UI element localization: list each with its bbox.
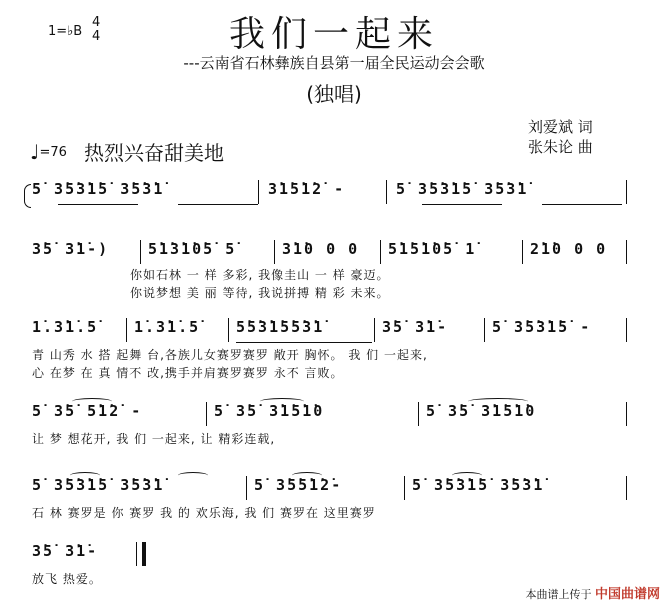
lyricist-credit: 刘爱斌 词	[528, 118, 593, 136]
barline	[380, 240, 381, 264]
measure: 5̇ 3̇5̇3̇1̇5̇ 3̇5̇3̇1̇	[396, 180, 529, 198]
beam-line	[236, 342, 372, 343]
barline	[246, 476, 247, 500]
expression-marking: 热烈兴奋甜美地	[84, 141, 224, 165]
barline	[626, 402, 627, 426]
measure: 3̇1̇0 0 0	[282, 240, 360, 258]
barline	[136, 542, 137, 566]
measure: 1̇.3̇1̇.5̇	[134, 318, 201, 336]
time-signature	[92, 16, 100, 44]
slur	[452, 472, 482, 479]
measure: 5̇1̇5̇1̇0̇5̇ 1̇	[388, 240, 477, 258]
measure: 5̇1̇3̇1̇0̇5̇ 5̇	[148, 240, 237, 258]
site-logo: 中国曲谱网	[594, 587, 660, 602]
measure: 5̇ 3̇5̇3̇1̇5̇ 3̇5̇3̇1̇	[32, 476, 165, 494]
measure: 1̇.3̇1̇.5̇	[32, 318, 99, 336]
barline	[386, 180, 387, 204]
measure: 3̇5̇ 3̇1̇-)	[32, 240, 110, 258]
barline	[206, 402, 207, 426]
watermark	[525, 583, 660, 602]
barline	[626, 240, 627, 264]
barline	[484, 318, 485, 342]
lyric-line-4: 心 在梦 在 真 情不 改,携手并肩赛罗赛罗 永不 言败。	[32, 366, 344, 380]
score-row-6	[28, 542, 640, 568]
barline	[626, 476, 627, 500]
measure: 5̇ 3̇5̇ 5̇1̇2̇ -	[32, 402, 143, 420]
measure: 3̇1̇5̇1̇2̇ -	[268, 180, 346, 198]
slur	[70, 472, 100, 479]
lyric-line-1: 你如石林 一 样 多彩, 我像圭山 一 样 豪迈。	[130, 268, 390, 282]
barline	[274, 240, 275, 264]
key-signature: 1=♭B	[48, 24, 83, 39]
measure: 5̇ 3̇5̇3̇1̇5̇ -	[492, 318, 592, 336]
lyric-line-3: 青 山秀 水 搭 起舞 台,各族儿女赛罗赛罗 敞开 胸怀。 我 们 一起来,	[32, 348, 428, 362]
tempo-marking	[30, 140, 67, 164]
barline	[404, 476, 405, 500]
measure: 3̇5̇ 3̇1̇-	[32, 542, 99, 560]
measure: 2̇1̇0 0 0	[530, 240, 608, 258]
score-row-1	[28, 180, 640, 206]
composer-credit: 张朱论 曲	[528, 138, 593, 156]
measure: 5̇ 3̇5̇ 3̇1̇5̇1̇0	[214, 402, 325, 420]
meter-bottom: 4	[92, 29, 101, 44]
lyric-line-5: 让 梦 想花开, 我 们 一起来, 让 精彩连载,	[32, 432, 276, 446]
beam-line	[178, 204, 258, 205]
score-row-4	[28, 402, 640, 428]
barline	[258, 180, 259, 204]
song-subtitle: ---云南省石林彝族自县第一届全民运动会会歌	[183, 54, 485, 72]
beam-line	[422, 204, 502, 205]
final-barline	[142, 542, 146, 566]
barline	[374, 318, 375, 342]
measure: 5̇ 3̇5̇ 3̇1̇5̇1̇0	[426, 402, 537, 420]
slur	[72, 398, 112, 405]
measure: 5̇ 3̇5̇5̇1̇2̇-	[254, 476, 343, 494]
lyric-line-7: 放飞 热爱。	[32, 572, 102, 586]
slur	[292, 472, 322, 479]
watermark-text: 本曲谱上传于	[525, 588, 592, 601]
slur	[468, 398, 528, 405]
measure: 3̇5̇ 3̇1̇-	[382, 318, 449, 336]
tempo-value: =76	[39, 145, 67, 160]
lyric-line-6: 石 林 赛罗是 你 赛罗 我 的 欢乐海, 我 们 赛罗在 这里赛罗	[32, 506, 376, 520]
barline	[126, 318, 127, 342]
measure: 5̇5̇3̇1̇5̇5̇3̇1̇	[236, 318, 325, 336]
song-title: 我们一起来	[228, 14, 439, 55]
score-row-2	[28, 240, 640, 266]
barline	[522, 240, 523, 264]
barline	[626, 318, 627, 342]
measure: 5̇ 3̇5̇3̇1̇5̇ 3̇5̇3̇1̇	[32, 180, 165, 198]
performance-type: (独唱)	[306, 82, 362, 106]
score-row-5	[28, 476, 640, 502]
barline	[140, 240, 141, 264]
measure: 5̇ 3̇5̇3̇1̇5̇ 3̇5̇3̇1̇	[412, 476, 545, 494]
beam-line	[542, 204, 622, 205]
slur	[178, 472, 208, 479]
barline	[418, 402, 419, 426]
barline	[228, 318, 229, 342]
score-row-3	[28, 318, 640, 344]
quarter-note-icon: ♩	[30, 140, 40, 164]
meter-top: 4	[92, 15, 101, 30]
lyric-line-2: 你说梦想 美 丽 等待, 我说拼搏 精 彩 未来。	[130, 286, 390, 300]
beam-line	[58, 204, 138, 205]
barline	[626, 180, 627, 204]
slur	[260, 398, 304, 405]
